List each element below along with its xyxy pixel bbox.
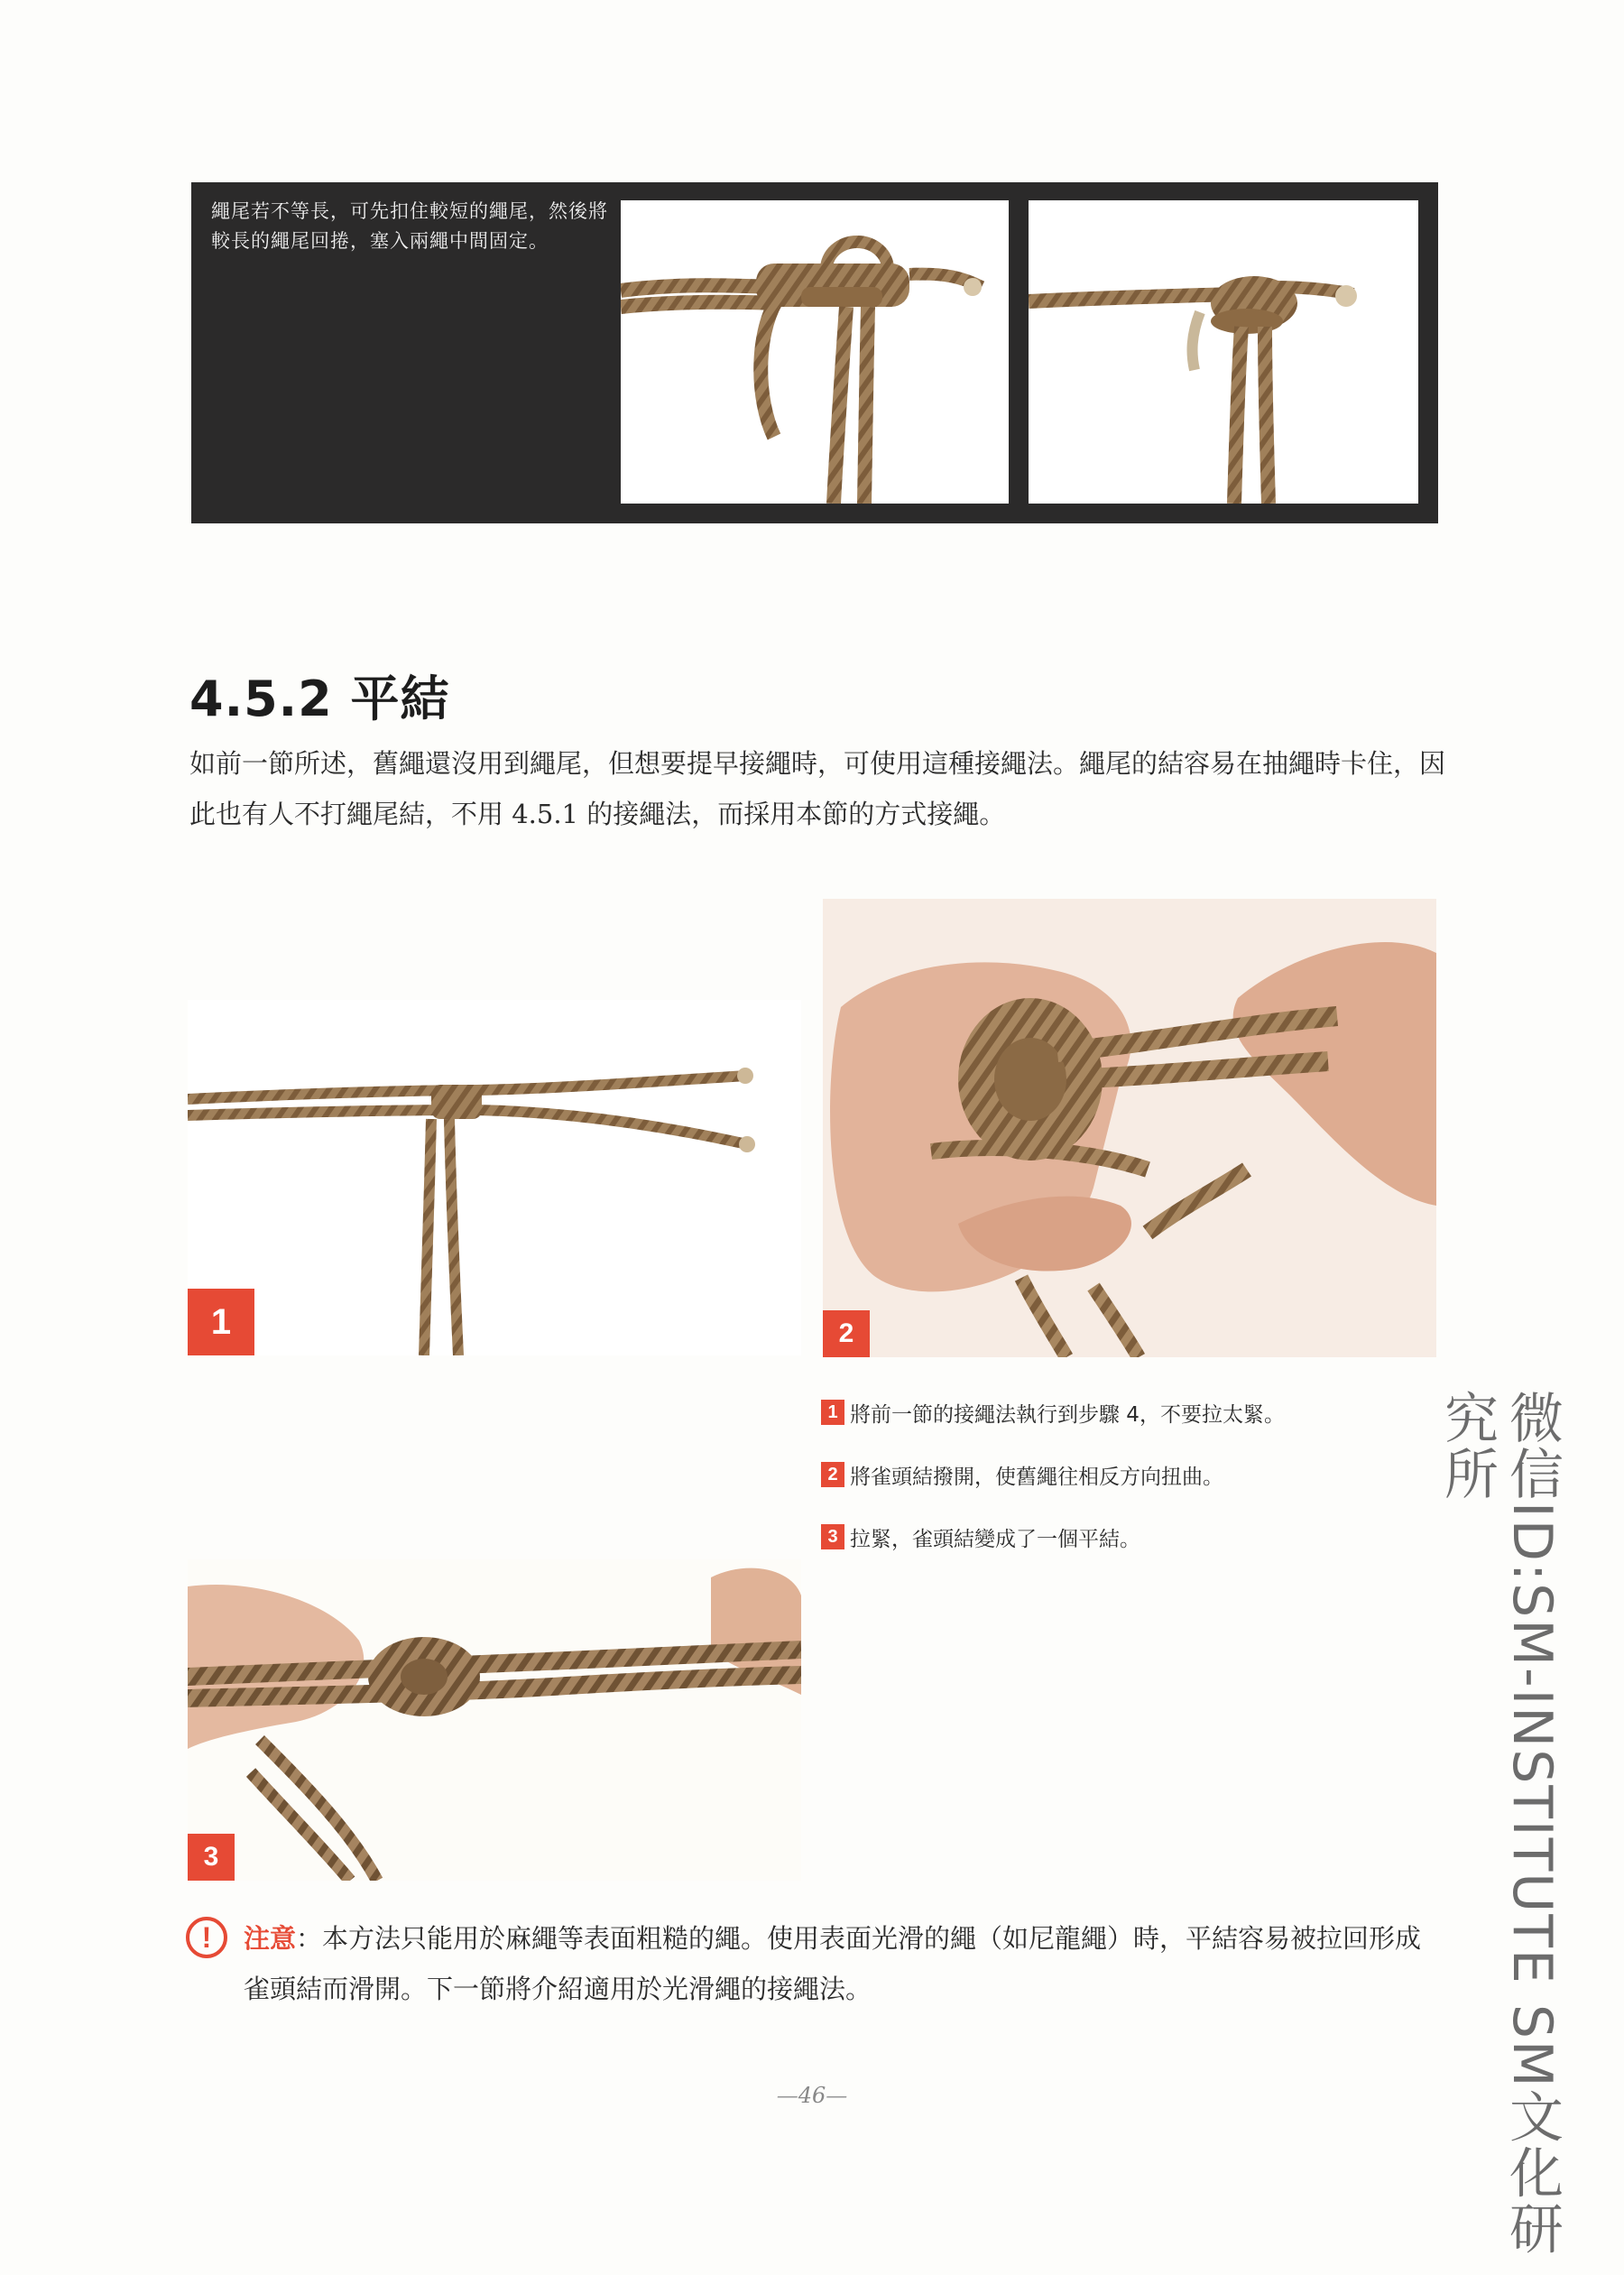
step-2-badge: 2 <box>823 1310 870 1357</box>
step-2-photo <box>823 899 1436 1357</box>
step-1-photo <box>188 1000 801 1355</box>
watermark: 微信ID:SM-INSTITUTE SM文化研究所 <box>1435 1390 1564 2257</box>
step-item <box>821 1459 1380 1490</box>
rope-photo-top-left <box>621 200 1009 504</box>
step-1-badge: 1 <box>188 1289 254 1355</box>
warning-icon: ! <box>186 1917 227 1958</box>
step-item <box>821 1521 1380 1552</box>
page-number: — 46 — <box>758 2083 866 2108</box>
step-item <box>821 1397 1380 1428</box>
step-text: 將前一節的接繩法執行到步驟 4，不要拉太緊。 <box>850 1402 1285 1427</box>
note-label: 注意 <box>244 1923 297 1954</box>
step-number: 2 <box>821 1462 844 1487</box>
step-number: 3 <box>821 1524 844 1549</box>
section-heading: 4.5.2 平結 <box>189 670 450 727</box>
note-text <box>244 1913 1444 2014</box>
step-3-photo <box>188 1559 801 1881</box>
step-list <box>821 1397 1380 1584</box>
note-body: ：本方法只能用於麻繩等表面粗糙的繩。使用表面光滑的繩（如尼龍繩）時，平結容易被拉回形成雀頭結而滑開。下一節將介紹適用於光滑繩的接繩法。 <box>244 1923 1422 2004</box>
step-3-badge: 3 <box>188 1834 235 1881</box>
step-text: 拉緊，雀頭結變成了一個平結。 <box>850 1527 1140 1551</box>
section-intro: 如前一節所述，舊繩還沒用到繩尾，但想要提早接繩時，可使用這種接繩法。繩尾的結容易在抽繩時卡住，因此也有人不打繩尾結，不用 4.5.1 的接繩法，而採用本節的方式接繩。 <box>189 748 1446 829</box>
top-caption: 繩尾若不等長，可先扣住較短的繩尾，然後將較長的繩尾回捲，塞入兩繩中間固定。 <box>211 200 608 252</box>
step-text: 將雀頭結撥開，使舊繩往相反方向扭曲。 <box>850 1465 1223 1489</box>
step-number: 1 <box>821 1400 844 1425</box>
rope-photo-top-right <box>1029 200 1418 504</box>
